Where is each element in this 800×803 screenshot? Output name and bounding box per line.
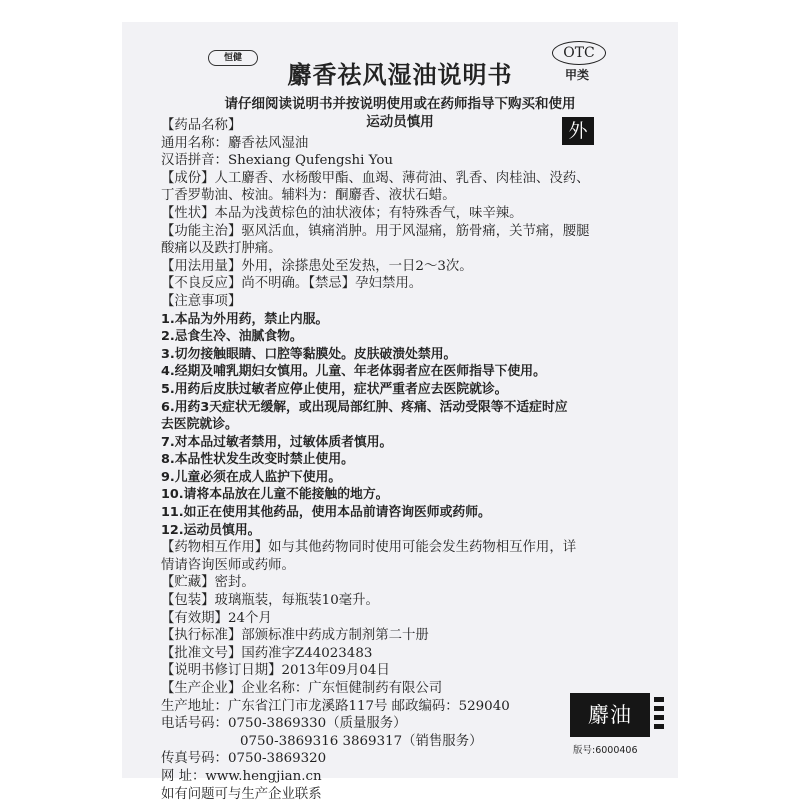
text-line: 【性状】本品为浅黄棕色的油状液体；有特殊香气，味辛辣。: [161, 205, 523, 221]
version-number: 版号:6000406: [573, 745, 638, 756]
external-use-mark: 外: [562, 117, 594, 145]
text-line: 【用法用量】外用，涂搽患处至发热，一日2～3次。: [161, 258, 473, 274]
page-title: 麝香祛风湿油说明书: [287, 61, 513, 89]
precaution-item: 1.本品为外用药，禁止内服。: [161, 311, 329, 327]
precaution-item: 4.经期及哺乳期妇女慎用。儿童、年老体弱者应在医师指导下使用。: [161, 364, 546, 380]
text-line: 【不良反应】尚不明确。【禁忌】孕妇禁用。: [161, 276, 423, 292]
product-stamp: [570, 693, 650, 737]
text-line: 【成份】人工麝香、水杨酸甲酯、血竭、薄荷油、乳香、肉桂油、没药、: [161, 170, 590, 186]
text-line: 如有问题可与生产企业联系: [161, 786, 322, 802]
text-line: 0750-3869316 3869317（销售服务）: [240, 733, 483, 749]
text-line: 电话号码：0750-3869330（质量服务）: [161, 716, 407, 732]
precaution-item: 3.切勿接触眼睛、口腔等黏膜处。皮肤破溃处禁用。: [161, 346, 457, 362]
precaution-item: 9.儿童必须在成人监护下使用。: [161, 469, 342, 485]
precaution-item: 8.本品性状发生改变时禁止使用。: [161, 452, 354, 468]
text-line: 【包装】玻璃瓶装，每瓶装10毫升。: [161, 593, 379, 609]
text-line: 【药品名称】: [161, 118, 242, 133]
otc-badge: OTC: [552, 41, 606, 65]
text-line: 汉语拼音：Shexiang Qufengshi You: [161, 153, 394, 169]
text-line: 生产地址：广东省江门市龙溪路117号 邮政编码：529040: [161, 698, 510, 714]
text-line: 【贮藏】密封。: [161, 575, 255, 591]
stamp-bars-decoration: [654, 697, 664, 733]
precaution-item: 10.请将本品放在儿童不能接触的地方。: [161, 487, 389, 503]
text-line: 【有效期】24个月: [161, 610, 272, 626]
text-line: 情请咨询医师或药师。: [161, 557, 295, 573]
warning-line-2: 运动员慎用: [366, 114, 434, 130]
text-line: 【执行标准】部颁标准中药成方制剂第二十册: [161, 628, 429, 644]
text-line: 传真号码：0750-3869320: [161, 751, 327, 767]
text-line: 【说明书修订日期】2013年09月04日: [161, 663, 390, 679]
precaution-item: 5.用药后皮肤过敏者应停止使用，症状严重者应去医院就诊。: [161, 381, 508, 397]
precaution-item: 去医院就诊。: [161, 417, 238, 433]
otc-class-label: 甲类: [565, 68, 590, 82]
precaution-item: 2.忌食生冷、油腻食物。: [161, 329, 303, 345]
text-line: 【功能主治】驱风活血，镇痛消肿。用于风湿痛，筋骨痛，关节痛，腰腿: [161, 223, 590, 239]
product-stamp-text: 麝油: [588, 703, 632, 727]
precaution-item: 7.对本品过敏者禁用，过敏体质者慎用。: [161, 434, 393, 450]
text-line: 【生产企业】企业名称：广东恒健制药有限公司: [161, 681, 443, 696]
text-line: 【药物相互作用】如与其他药物同时使用可能会发生药物相互作用，详: [161, 540, 577, 556]
brand-logo: 恒健: [208, 50, 258, 66]
precaution-item: 11.如正在使用其他药品，使用本品前请咨询医师或药师。: [161, 505, 491, 521]
precaution-item: 6.用药3天症状无缓解，或出现局部红肿、疼痛、活动受限等不适症时应: [161, 399, 568, 415]
precaution-item: 12.运动员慎用。: [161, 522, 261, 538]
warning-line-1: 请仔细阅读说明书并按说明使用或在药师指导下购买和使用: [224, 96, 576, 112]
text-line: 网 址：www.hengjian.cn: [161, 768, 322, 784]
text-line: 丁香罗勒油、桉油。辅料为：酮麝香、液状石蜡。: [161, 188, 456, 204]
text-line: 酸痛以及跌打肿痛。: [161, 241, 282, 257]
text-line: 【批准文号】国药准字Z44023483: [161, 645, 373, 661]
text-line: 【注意事项】: [161, 293, 242, 309]
text-line: 通用名称：麝香祛风湿油: [161, 135, 309, 151]
